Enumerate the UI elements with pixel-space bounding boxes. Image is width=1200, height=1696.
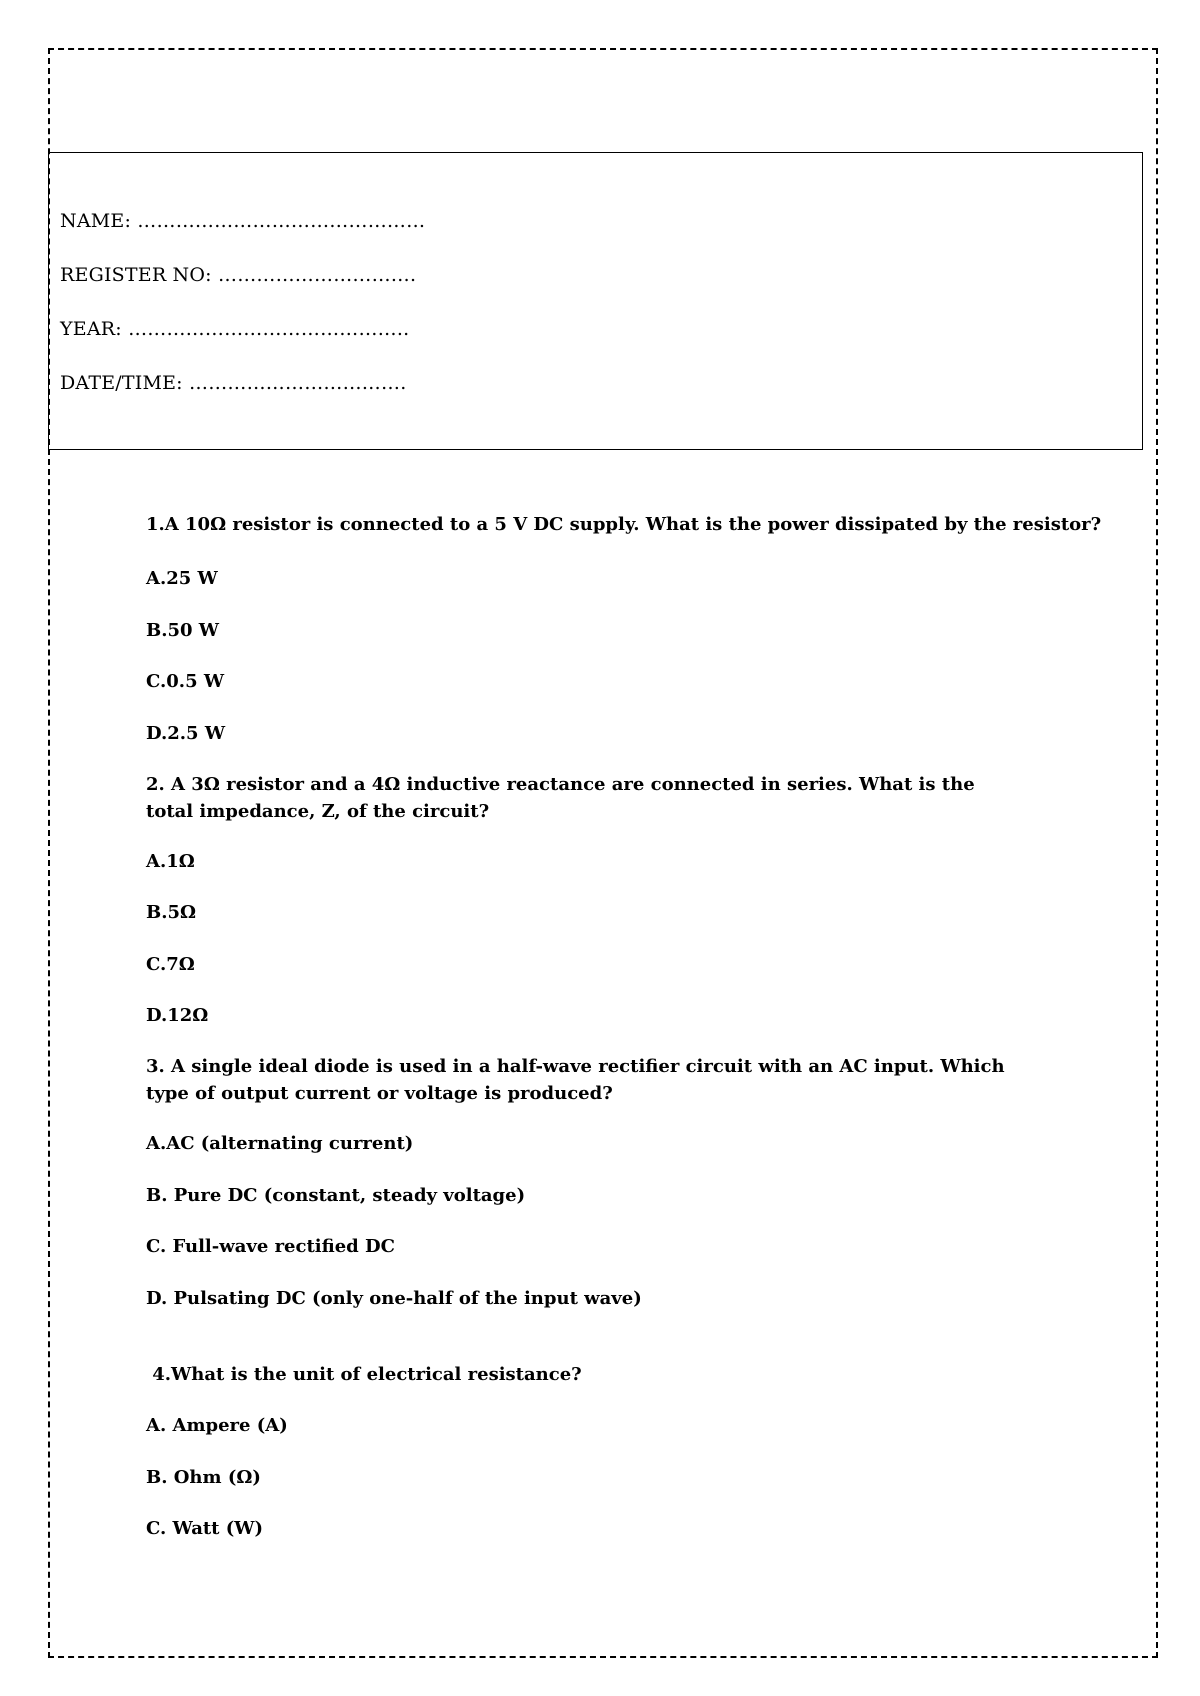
question-2-option-b: B.5Ω xyxy=(146,902,197,923)
question-1: 1.A 10Ω resistor is connected to a 5 V DC supply. What is the power dissipated by the resistor? xyxy=(146,514,1102,535)
question-3-option-c: C. Full-wave rectified DC xyxy=(146,1236,395,1257)
question-4-option-a: A. Ampere (A) xyxy=(146,1415,288,1436)
question-4-option-c: C. Watt (W) xyxy=(146,1518,263,1539)
question-1-option-a: A.25 W xyxy=(146,568,218,589)
year-field: YEAR: …………………………………….. xyxy=(60,318,410,340)
question-2: 2. A 3Ω resistor and a 4Ω inductive reactance are connected in series. What is the total impedance, Z, of the circuit? xyxy=(146,774,975,822)
question-1-option-b: B.50 W xyxy=(146,620,220,641)
question-3-option-d: D. Pulsating DC (only one-half of the input wave) xyxy=(146,1288,642,1309)
question-1-option-c: C.0.5 W xyxy=(146,671,225,692)
question-2-option-d: D.12Ω xyxy=(146,1005,209,1026)
question-3-option-a: A.AC (alternating current) xyxy=(146,1133,414,1154)
student-info-box xyxy=(48,152,1143,450)
date-time-field: DATE/TIME: ……………………………. xyxy=(60,372,407,394)
name-field: NAME: ……………………………………… xyxy=(60,210,426,232)
question-2-option-a: A.1Ω xyxy=(146,851,195,872)
question-4-option-b: B. Ohm (Ω) xyxy=(146,1467,261,1488)
question-3-option-b: B. Pure DC (constant, steady voltage) xyxy=(146,1185,526,1206)
question-1-option-d: D.2.5 W xyxy=(146,723,226,744)
question-3: 3. A single ideal diode is used in a half-wave rectifier circuit with an AC input. Which type of output current or voltage is produced? xyxy=(146,1056,1005,1104)
question-2-option-c: C.7Ω xyxy=(146,954,195,975)
question-4: 4.What is the unit of electrical resistance? xyxy=(146,1364,582,1385)
register-no-field: REGISTER NO: …………………………. xyxy=(60,264,417,286)
